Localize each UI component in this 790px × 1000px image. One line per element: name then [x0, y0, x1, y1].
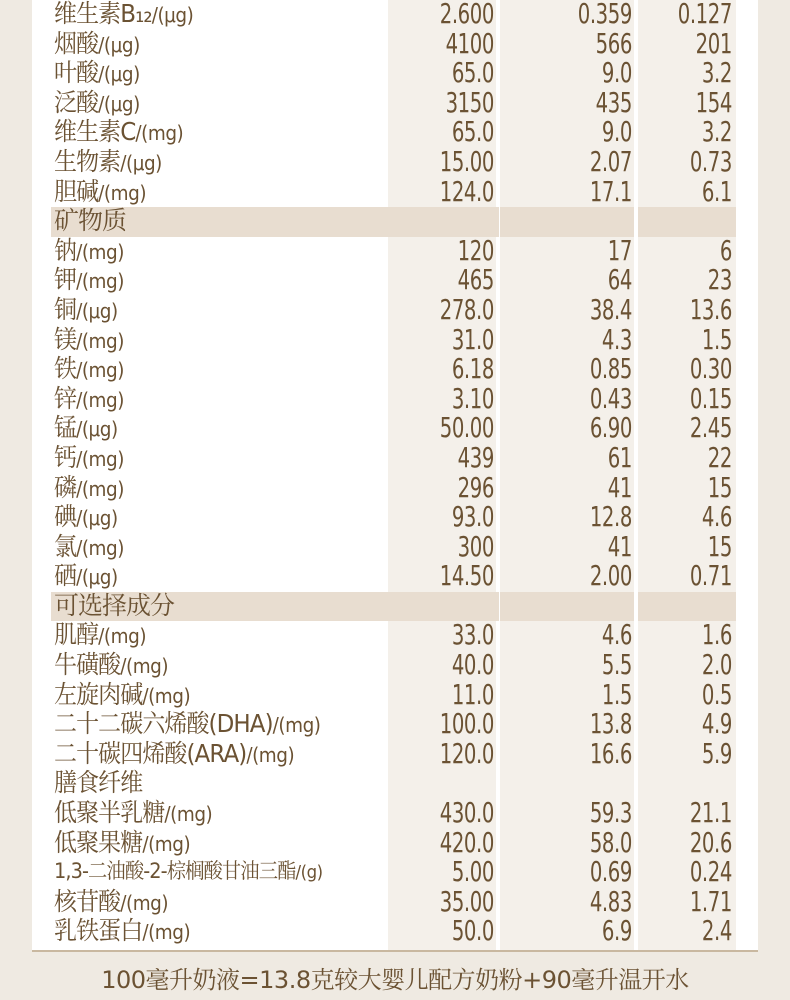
- value-per-100kj: 1.5: [601, 677, 632, 711]
- nutrient-label: [54, 324, 124, 357]
- value-per-100kj: 16.6: [589, 736, 632, 770]
- table-row: [32, 796, 758, 830]
- table-row: [32, 855, 758, 889]
- section-band: [638, 207, 736, 237]
- value-per-100kj: 0.85: [589, 352, 632, 386]
- nutrient-name: 钠: [54, 235, 77, 265]
- nutrient-unit: /(mg): [76, 387, 124, 412]
- section-header-row: [32, 592, 758, 622]
- table-row: [32, 914, 758, 948]
- nutrient-name: 低聚半乳糖: [54, 798, 165, 828]
- nutrient-name: 乳铁蛋白: [54, 916, 143, 946]
- nutrient-unit: /(mg): [98, 624, 147, 649]
- value-per-100g: 296: [457, 470, 494, 504]
- nutrient-name: 泛酸: [54, 87, 99, 117]
- table-row: [32, 26, 758, 60]
- nutrient-label: [54, 57, 140, 90]
- value-per-100ml: 0.71: [689, 559, 732, 593]
- nutrient-name: 二十碳四烯酸(ARA): [54, 738, 247, 768]
- nutrient-unit: /(μg): [76, 565, 118, 590]
- value-per-100g: 3150: [445, 85, 494, 119]
- value-per-100kj: 9.0: [601, 115, 632, 149]
- table-row: [32, 677, 758, 711]
- value-per-100ml: 0.127: [677, 0, 732, 30]
- value-per-100ml: 15: [707, 470, 732, 504]
- nutrient-unit: /(mg): [98, 180, 147, 205]
- table-row: [32, 174, 758, 208]
- value-per-100kj: 435: [595, 85, 632, 119]
- serving-note: 100毫升奶液=13.8克较大婴儿配方奶粉+90毫升温开水: [101, 966, 689, 994]
- nutrient-name: 氯: [54, 531, 77, 561]
- value-per-100ml: 1.5: [701, 322, 732, 356]
- nutrient-name: 二十二碳六烯酸(DHA): [54, 709, 273, 739]
- nutrient-label: [54, 619, 146, 652]
- nutrient-label: [54, 264, 124, 297]
- value-per-100kj: 2.00: [589, 559, 632, 593]
- nutrient-unit: /(μg): [120, 150, 162, 175]
- value-per-100ml: 20.6: [689, 825, 732, 859]
- value-per-100kj: 6.90: [589, 411, 632, 445]
- nutrient-unit: /(mg): [76, 446, 124, 471]
- table-row: [32, 322, 758, 356]
- value-per-100ml: 5.9: [701, 736, 732, 770]
- nutrient-unit: /(μg): [98, 62, 140, 87]
- section-header-row: [32, 207, 758, 237]
- nutrient-name: 左旋肉碱: [54, 679, 143, 709]
- table-row: [32, 352, 758, 386]
- nutrient-label: [54, 176, 146, 209]
- nutrient-label: [54, 0, 193, 31]
- value-per-100ml: 2.0: [701, 648, 732, 682]
- value-per-100kj: 58.0: [589, 825, 632, 859]
- value-per-100kj: 0.359: [577, 0, 632, 30]
- value-per-100ml: 23: [707, 263, 732, 297]
- value-per-100g: 50.00: [439, 411, 494, 445]
- nutrient-name: 叶酸: [54, 58, 99, 88]
- value-per-100g: 50.0: [451, 914, 494, 948]
- value-per-100g: 31.0: [451, 322, 494, 356]
- nutrient-name: 肌醇: [54, 620, 99, 650]
- table-row: [32, 56, 758, 90]
- table-row: [32, 707, 758, 741]
- value-per-100ml: 1.6: [701, 618, 732, 652]
- nutrient-name: 1,3-二油酸-2-棕榈酸甘油三酯: [54, 859, 296, 884]
- table-row: [32, 648, 758, 682]
- nutrient-unit: /(mg): [142, 920, 191, 945]
- table-row: [32, 884, 758, 918]
- nutrient-label: [54, 649, 168, 682]
- value-per-100ml: 6: [719, 233, 732, 267]
- nutrient-name: 锰: [54, 413, 77, 443]
- value-per-100g: 93.0: [451, 500, 494, 534]
- value-per-100ml: 0.24: [689, 855, 732, 889]
- value-per-100ml: 3.2: [701, 115, 732, 149]
- nutrient-name: 镁: [54, 324, 77, 354]
- value-per-100kj: 41: [607, 529, 632, 563]
- nutrient-unit: /(mg): [76, 328, 124, 353]
- value-per-100g: 65.0: [451, 56, 494, 90]
- value-per-100g: 120.0: [439, 736, 494, 770]
- value-per-100ml: 3.2: [701, 56, 732, 90]
- value-per-100kj: 61: [607, 440, 632, 474]
- value-per-100g: 439: [457, 440, 494, 474]
- value-per-100g: 15.00: [439, 144, 494, 178]
- nutrient-name: 低聚果糖: [54, 827, 143, 857]
- nutrient-label: [54, 856, 323, 888]
- value-per-100g: 430.0: [439, 796, 494, 830]
- value-per-100ml: 0.5: [701, 677, 732, 711]
- nutrient-label: [54, 560, 118, 593]
- value-per-100ml: 2.4: [701, 914, 732, 948]
- nutrient-unit: /(μg): [98, 32, 140, 57]
- value-per-100kj: 17: [607, 233, 632, 267]
- value-per-100g: 2.600: [439, 0, 494, 30]
- nutrient-label: [54, 738, 294, 771]
- value-per-100ml: 21.1: [689, 796, 732, 830]
- value-per-100kj: 0.43: [589, 381, 632, 415]
- value-per-100kj: 0.69: [589, 855, 632, 889]
- nutrient-label: [54, 146, 162, 179]
- nutrient-name: 烟酸: [54, 28, 99, 58]
- section-title: 矿物质: [54, 206, 127, 236]
- table-bottom-border: [32, 950, 758, 952]
- value-per-100kj: 4.3: [601, 322, 632, 356]
- table-row: [32, 825, 758, 859]
- value-per-100g: 465: [457, 263, 494, 297]
- nutrient-unit: /(mg): [76, 535, 124, 560]
- nutrient-label: [54, 679, 190, 712]
- value-per-100kj: 566: [595, 26, 632, 60]
- value-per-100kj: 5.5: [601, 648, 632, 682]
- nutrient-unit: /(mg): [164, 802, 213, 827]
- table-row: [32, 411, 758, 445]
- nutrient-unit: /(μg): [76, 298, 118, 323]
- table-row: [32, 85, 758, 119]
- nutrient-label: [54, 472, 124, 505]
- nutrient-label: [54, 294, 118, 327]
- nutrient-name: 硒: [54, 561, 77, 591]
- nutrient-label: [54, 87, 140, 120]
- nutrient-name: 膳食纤维: [54, 768, 143, 798]
- nutrient-label: [54, 708, 321, 741]
- table-row: [32, 769, 758, 799]
- nutrient-unit: /(mg): [120, 890, 169, 915]
- table-row: [32, 618, 758, 652]
- nutrient-unit: /(mg): [135, 121, 184, 146]
- value-per-100ml: 2.45: [689, 411, 732, 445]
- table-row: [32, 115, 758, 149]
- section-band: [638, 592, 736, 622]
- nutrient-unit: /(mg): [76, 269, 124, 294]
- value-per-100ml: 22: [707, 440, 732, 474]
- table-row: [32, 736, 758, 770]
- table-row: [32, 144, 758, 178]
- table-row: [32, 263, 758, 297]
- nutrient-label: [54, 531, 124, 564]
- nutrient-name: 生物素: [54, 146, 121, 176]
- nutrient-label: [54, 383, 124, 416]
- table-row: [32, 0, 758, 30]
- value-per-100kj: 38.4: [589, 292, 632, 326]
- nutrient-label: [54, 412, 118, 445]
- value-per-100g: 100.0: [439, 707, 494, 741]
- value-per-100kj: 17.1: [589, 174, 632, 208]
- value-per-100kj: 2.07: [589, 144, 632, 178]
- value-per-100kj: 4.6: [601, 618, 632, 652]
- nutrient-unit: /(μg): [76, 417, 118, 442]
- nutrient-name: 维生素B₁₂: [54, 0, 152, 28]
- value-per-100ml: 0.30: [689, 352, 732, 386]
- nutrient-label: [54, 886, 168, 919]
- nutrient-label: [54, 915, 190, 948]
- table-row: [32, 292, 758, 326]
- nutrient-name: 维生素C: [54, 117, 136, 147]
- value-per-100ml: 6.1: [701, 174, 732, 208]
- value-per-100ml: 13.6: [689, 292, 732, 326]
- nutrient-unit: /(μg): [76, 506, 118, 531]
- section-band: [500, 207, 634, 237]
- nutrient-unit: /(mg): [142, 683, 191, 708]
- value-per-100g: 4100: [445, 26, 494, 60]
- nutrient-label: [54, 28, 140, 61]
- nutrient-unit: /(mg): [76, 239, 124, 264]
- nutrient-name: 核苷酸: [54, 886, 121, 916]
- nutrient-unit: /(mg): [76, 476, 124, 501]
- value-per-100ml: 154: [695, 85, 732, 119]
- nutrient-unit: /(μg): [98, 91, 140, 116]
- value-per-100g: 124.0: [439, 174, 494, 208]
- value-per-100g: 11.0: [451, 677, 494, 711]
- value-per-100g: 3.10: [451, 381, 494, 415]
- value-per-100ml: 4.6: [701, 500, 732, 534]
- value-per-100ml: 1.71: [689, 884, 732, 918]
- nutrient-unit: /(mg): [120, 654, 169, 679]
- value-per-100g: 420.0: [439, 825, 494, 859]
- nutrient-name: 铁: [54, 354, 77, 384]
- nutrient-name: 钾: [54, 265, 77, 295]
- nutrient-label: [54, 797, 212, 830]
- value-per-100g: 40.0: [451, 648, 494, 682]
- value-per-100ml: 0.15: [689, 381, 732, 415]
- nutrient-name: 牛磺酸: [54, 650, 121, 680]
- nutrient-label: [54, 767, 142, 800]
- section-band: [500, 592, 634, 622]
- nutrient-unit: /(μg): [151, 3, 194, 27]
- table-row: [32, 500, 758, 534]
- nutrient-name: 碘: [54, 502, 77, 532]
- value-per-100kj: 41: [607, 470, 632, 504]
- nutrient-unit: /(mg): [142, 831, 191, 856]
- nutrient-label: [54, 116, 183, 149]
- nutrient-label: [54, 235, 124, 268]
- nutrient-unit: /(mg): [76, 358, 124, 383]
- value-per-100kj: 13.8: [589, 707, 632, 741]
- table-row: [32, 559, 758, 593]
- value-per-100g: 65.0: [451, 115, 494, 149]
- nutrient-name: 胆碱: [54, 176, 99, 206]
- value-per-100ml: 15: [707, 529, 732, 563]
- value-per-100g: 35.00: [439, 884, 494, 918]
- nutrient-label: [54, 501, 118, 534]
- section-title: 可选择成分: [54, 590, 175, 620]
- value-per-100kj: 59.3: [589, 796, 632, 830]
- value-per-100kj: 6.9: [601, 914, 632, 948]
- nutrition-rows: [32, 0, 758, 947]
- value-per-100g: 14.50: [439, 559, 494, 593]
- value-per-100kj: 9.0: [601, 56, 632, 90]
- nutrient-name: 锌: [54, 383, 77, 413]
- value-per-100ml: 201: [695, 26, 732, 60]
- value-per-100g: 5.00: [451, 855, 494, 889]
- nutrient-unit: /(mg): [246, 742, 295, 767]
- nutrient-unit: /(mg): [272, 713, 321, 738]
- nutrient-label: [54, 827, 190, 860]
- table-row: [32, 529, 758, 563]
- nutrient-name: 磷: [54, 472, 77, 502]
- value-per-100g: 120: [457, 233, 494, 267]
- value-per-100g: 300: [457, 529, 494, 563]
- nutrient-name: 铜: [54, 294, 77, 324]
- value-per-100g: 33.0: [451, 618, 494, 652]
- value-per-100g: 278.0: [439, 292, 494, 326]
- table-row: [32, 470, 758, 504]
- value-per-100ml: 4.9: [701, 707, 732, 741]
- value-per-100kj: 4.83: [589, 884, 632, 918]
- nutrient-unit: /(g): [295, 862, 323, 884]
- value-per-100kj: 12.8: [589, 500, 632, 534]
- table-row: [32, 381, 758, 415]
- table-row: [32, 440, 758, 474]
- table-row: [32, 233, 758, 267]
- nutrient-label: [54, 442, 124, 475]
- nutrient-name: 钙: [54, 442, 77, 472]
- value-per-100kj: 64: [607, 263, 632, 297]
- nutrient-label: [54, 353, 124, 386]
- value-per-100ml: 0.73: [689, 144, 732, 178]
- value-per-100g: 6.18: [451, 352, 494, 386]
